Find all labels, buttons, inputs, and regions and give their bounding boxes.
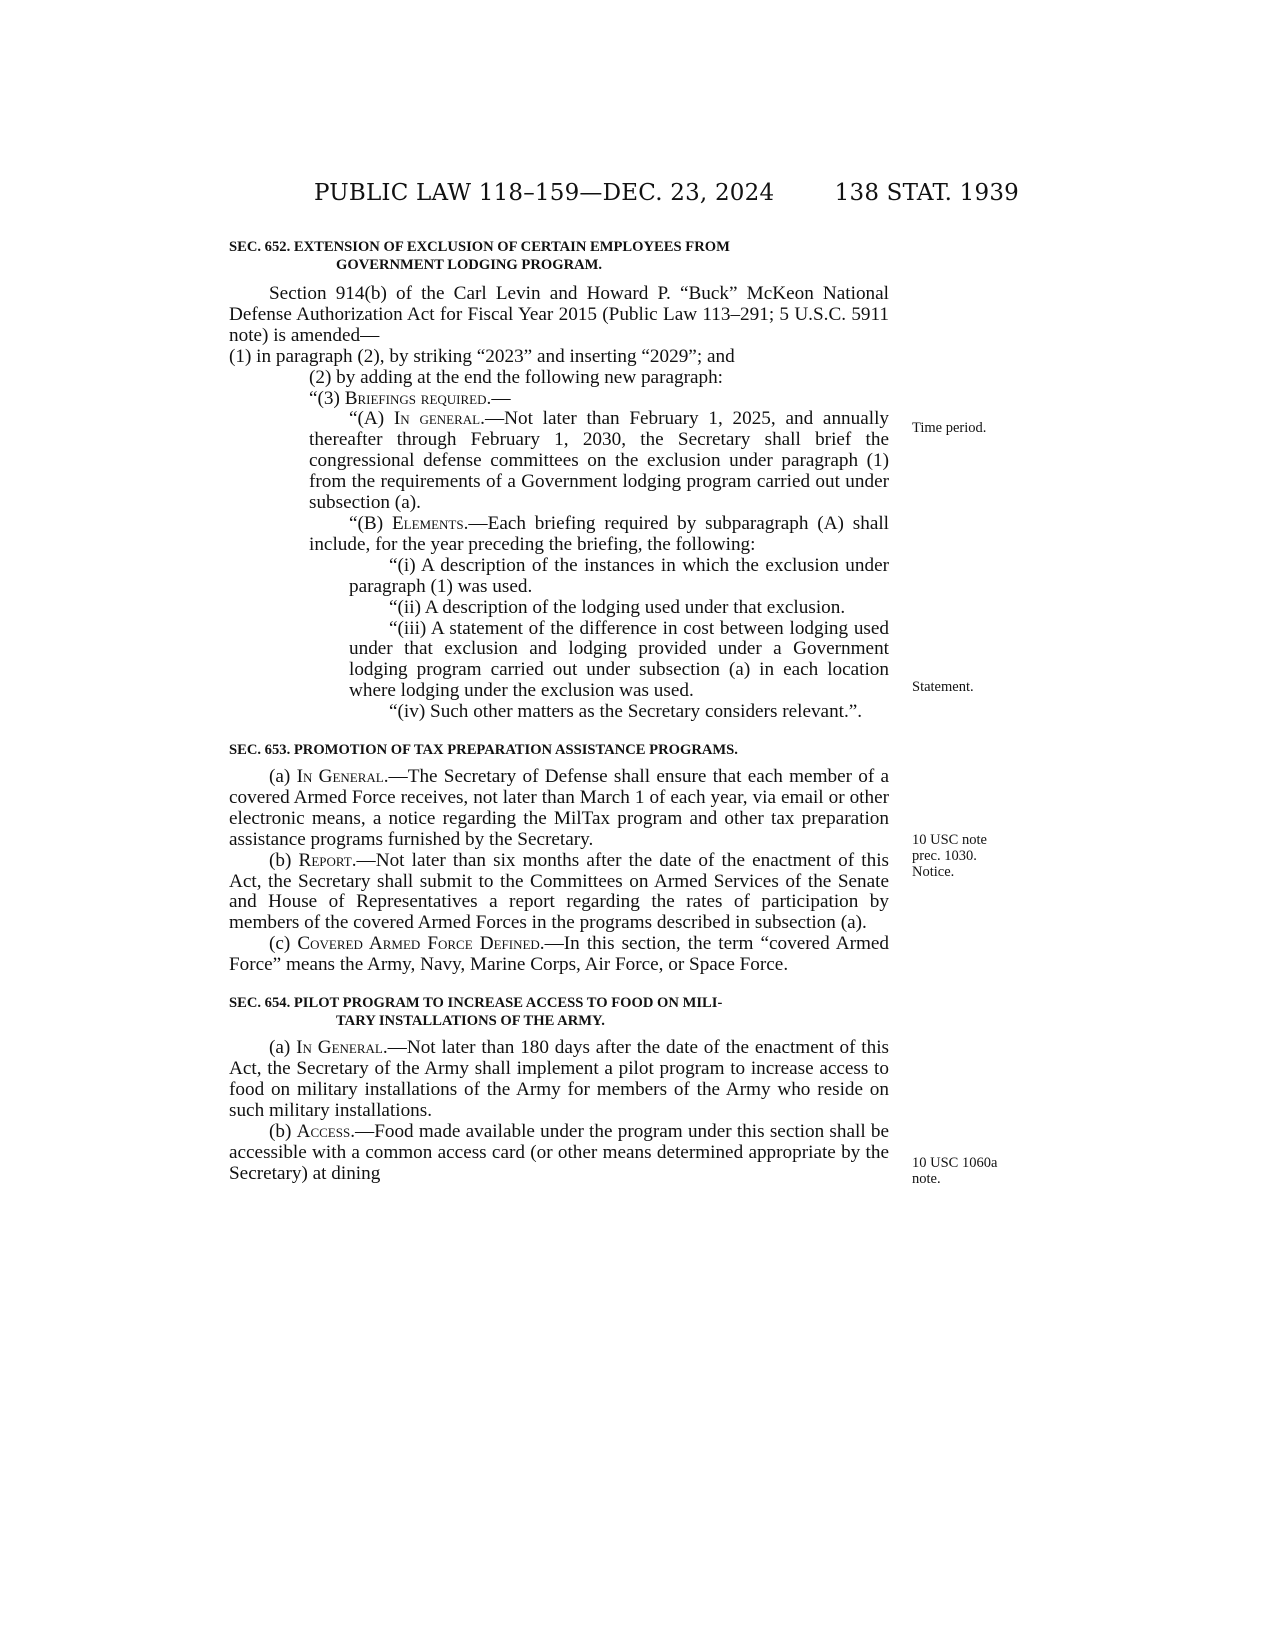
section-654-subsection-b <box>229 1122 889 1185</box>
section-654-subsection-a <box>229 1038 889 1122</box>
margin-note-section-653 <box>912 832 1032 880</box>
section-653-a-text: .—The Secretary of Defense shall ensure that each member of a covered Armed Force receives, not later than March 1 of each year, via email or other electronic means, a notice regarding the MilTax program and other tax preparation assistance programs furnished by the Secretary. <box>229 766 890 850</box>
section-653-subsection-a <box>229 767 889 851</box>
clause-iv: “(iv) Such other matters as the Secretary considers relevant.”. <box>389 701 863 723</box>
paragraph-3-title: Briefings required <box>344 387 487 409</box>
section-654-a-title: In General <box>296 1037 383 1059</box>
clauses-block <box>229 556 889 723</box>
section-652-heading-line2: GOVERNMENT LODGING PROGRAM. <box>336 257 603 273</box>
margin-note-653-line1: 10 USC note <box>912 832 987 848</box>
clause-iii: “(iii) A statement of the difference in cost between lodging used under that exclusion and lodging provided under a Government lodging program carried out under subsection (a) in each location where lodging under the exclusion was used. <box>349 617 889 702</box>
section-652-heading-line1: SEC. 652. EXTENSION OF EXCLUSION OF CERTAIN EMPLOYEES FROM <box>229 239 730 255</box>
section-653-c-prefix: (c) <box>269 933 298 955</box>
section-653-b-title: Report <box>298 849 352 871</box>
section-654-heading <box>229 994 889 1030</box>
section-652-item-1: (1) in paragraph (2), by striking “2023” and inserting “2029”; and <box>229 345 735 367</box>
section-652-item-1-wrap <box>189 347 889 368</box>
subparagraph-b-text: .—Each briefing required by subparagraph (A) shall include, for the year preceding the briefing, the following: <box>309 512 890 555</box>
subparagraph-a-title: In general <box>393 408 481 430</box>
clause-ii: “(ii) A description of the lodging used under that exclusion. <box>389 596 846 618</box>
subparagraph-b-title: Elements <box>391 512 464 534</box>
section-653-b-prefix: (b) <box>269 849 299 871</box>
margin-note-statement: Statement. <box>912 679 974 695</box>
section-654-heading-line1: SEC. 654. PILOT PROGRAM TO INCREASE ACCESS TO FOOD ON MILI- <box>229 995 723 1012</box>
subparagraph-a-prefix: “(A) <box>349 408 394 430</box>
section-653-subsection-b <box>229 851 889 935</box>
stat-page-number: 138 STAT. 1939 <box>834 180 1019 206</box>
margin-note-time-period: Time period. <box>912 420 987 436</box>
section-652-intro: Section 914(b) of the Carl Levin and Howard P. “Buck” McKeon National Defense Authorization Act for Fiscal Year 2015 (Public Law 113–291; 5 U.S.C. 5911 note) is amended— <box>229 283 889 346</box>
paragraph-3-block <box>229 409 889 555</box>
running-head <box>229 180 1019 214</box>
paragraph-3-prefix: “(3) <box>309 387 345 409</box>
section-653-a-title: In General <box>296 766 384 788</box>
subparagraph-a <box>309 409 889 514</box>
subparagraph-b <box>309 514 889 556</box>
section-653-c-text: .—In this section, the term “covered Armed Force” means the Army, Navy, Marine Corps, Air Force, or Space Force. <box>229 933 889 976</box>
law-title: PUBLIC LAW 118–159—DEC. 23, 2024 <box>314 180 775 206</box>
margin-note-653-line3: Notice. <box>912 864 955 880</box>
paragraph-3-heading <box>229 389 889 410</box>
clause-i: “(i) A description of the instances in which the exclusion under paragraph (1) was used. <box>349 554 889 597</box>
section-653-b-text: .—Not later than six months after the date of the enactment of this Act, the Secretary shall submit to the Committees on Armed Services of the Senate and House of Representatives a report regarding the rates of participation by members of the covered Armed Forces in the programs described in subsection (a). <box>229 849 890 934</box>
section-654-a-prefix: (a) <box>269 1037 297 1059</box>
margin-note-653-line2: prec. 1030. <box>912 848 977 864</box>
section-654-b-prefix: (b) <box>269 1120 297 1142</box>
section-653-a-prefix: (a) <box>269 766 297 788</box>
section-654-a-text: .—Not later than 180 days after the date of the enactment of this Act, the Secretary of the Army shall implement a pilot program to increase access to food on military installations of the Army for members of the Army who reside on such military installations. <box>229 1037 890 1121</box>
margin-note-654-line1: 10 USC 1060a <box>912 1155 998 1171</box>
paragraph-3-suffix: .— <box>486 387 511 409</box>
subparagraph-a-text: .—Not later than February 1, 2025, and annually thereafter through February 1, 2030, the Secretary shall brief the congressional defense committees on the exclusion under paragraph (1) from the requirements of a Government lodging program carried out under subsection (a). <box>309 408 889 514</box>
section-652-item-2: (2) by adding at the end the following new paragraph: <box>309 366 724 388</box>
section-654-b-title: Access <box>296 1120 351 1142</box>
subparagraph-b-prefix: “(B) <box>349 512 392 534</box>
margin-note-section-654 <box>912 1155 1032 1187</box>
main-column <box>229 238 889 1184</box>
margin-note-654-line2: note. <box>912 1171 941 1187</box>
section-652-heading <box>229 238 889 274</box>
section-653-c-title: Covered Armed Force Defined <box>297 933 540 955</box>
section-654-heading-line2: TARY INSTALLATIONS OF THE ARMY. <box>336 1013 605 1030</box>
section-654-b-text: .—Food made available under the program under this section shall be accessible with a common access card (or other means determined appropriate by the Secretary) at dining <box>229 1120 889 1184</box>
section-653-heading: SEC. 653. PROMOTION OF TAX PREPARATION ASSISTANCE PROGRAMS. <box>229 742 738 759</box>
section-653-subsection-c <box>229 934 889 976</box>
